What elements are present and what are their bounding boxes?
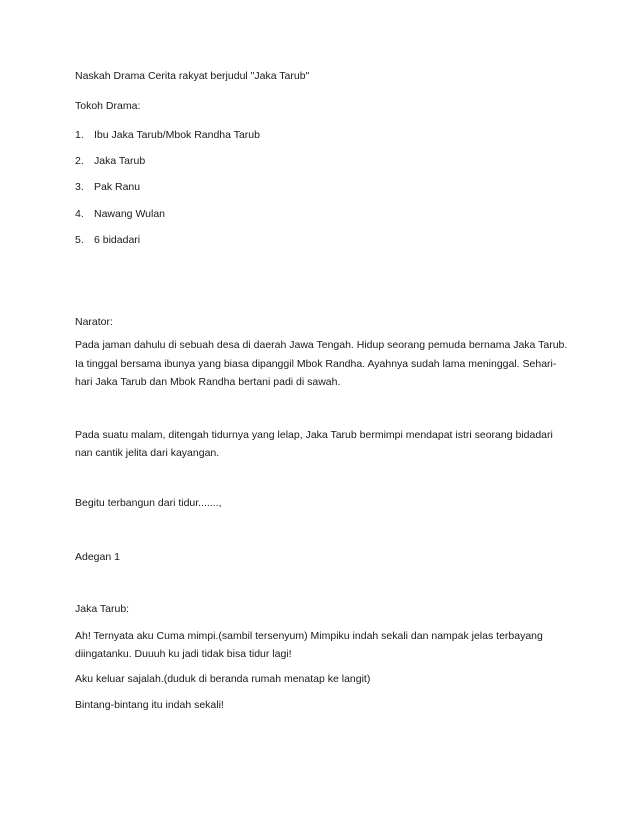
- cast-item: [75, 155, 145, 168]
- cast-item-name: 6 bidadari: [94, 234, 141, 246]
- narration-line: nan cantik jelita dari kayangan.: [75, 447, 220, 459]
- dialogue-line: Aku keluar sajalah.(duduk di beranda rumah menatap ke langit): [75, 673, 371, 685]
- narrator-heading: Narator:: [75, 316, 113, 328]
- narration-line: hari Jaka Tarub dan Mbok Randha bertani padi di sawah.: [75, 376, 341, 388]
- cast-item-name: Jaka Tarub: [94, 155, 146, 167]
- narration-line: Pada jaman dahulu di sebuah desa di daerah Jawa Tengah. Hidup seorang pemuda bernama Jaka Tarub.: [75, 339, 568, 351]
- cast-item-name: Ibu Jaka Tarub/Mbok Randha Tarub: [94, 129, 260, 141]
- cast-heading: Tokoh Drama:: [75, 100, 141, 112]
- cast-item-name: Pak Ranu: [94, 181, 141, 193]
- document-title: Naskah Drama Cerita rakyat berjudul "Jaka Tarub": [75, 70, 310, 82]
- cast-item-name: Nawang Wulan: [94, 208, 166, 220]
- cast-item: [75, 234, 140, 247]
- cast-item: [75, 208, 165, 221]
- dialogue-line: Bintang-bintang itu indah sekali!: [75, 699, 224, 711]
- dialogue-line: diingatanku. Duuuh ku jadi tidak bisa tidur lagi!: [75, 648, 292, 660]
- narration-line: Begitu terbangun dari tidur.......,: [75, 497, 222, 509]
- cast-item-number: 1.: [75, 129, 84, 141]
- cast-item-number: 5.: [75, 234, 84, 246]
- scene-heading: Adegan 1: [75, 551, 120, 563]
- cast-item: [75, 181, 140, 194]
- cast-item-number: 3.: [75, 181, 84, 193]
- speaker-name: Jaka Tarub:: [75, 603, 130, 615]
- narration-line: Ia tinggal bersama ibunya yang biasa dipanggil Mbok Randha. Ayahnya sudah lama meninggal. Sehari-: [75, 358, 557, 370]
- dialogue-line: Ah! Ternyata aku Cuma mimpi.(sambil tersenyum) Mimpiku indah sekali dan nampak jelas terbayang: [75, 630, 543, 642]
- cast-item-number: 4.: [75, 208, 84, 220]
- cast-item: [75, 129, 260, 142]
- narration-line: Pada suatu malam, ditengah tidurnya yang lelap, Jaka Tarub bermimpi mendapat istri seorang bidadari: [75, 429, 553, 441]
- cast-item-number: 2.: [75, 155, 84, 167]
